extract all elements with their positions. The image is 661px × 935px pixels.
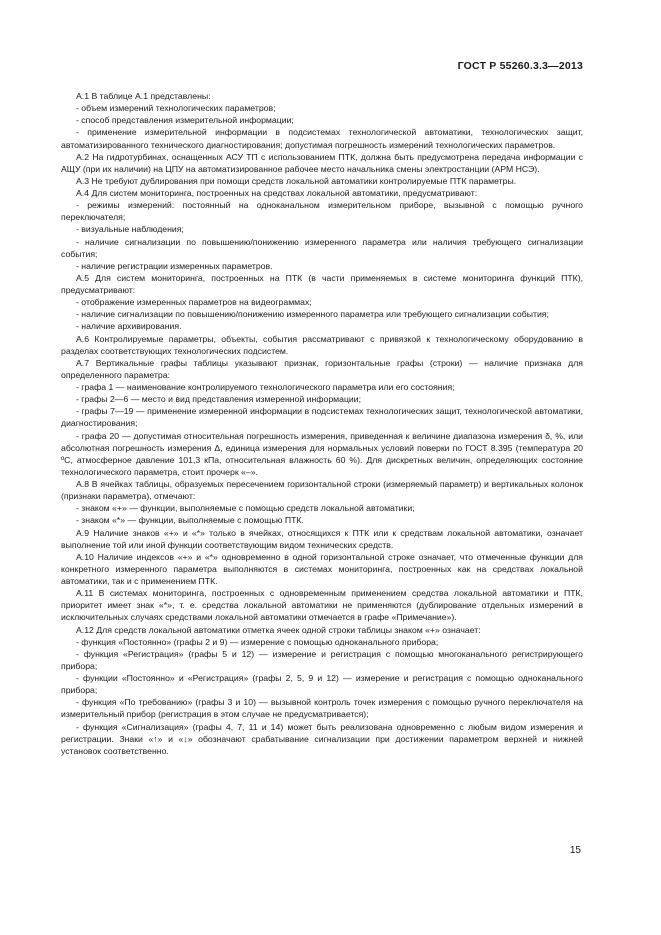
list-item: - графа 1 — наименование контролируемого технологического параметра или его состояния; (76, 382, 455, 392)
list-item: - наличие сигнализации по повышению/понижению измеренного параметра или наличия требующего сигнализации события; (61, 236, 583, 259)
list-item: - визуальные наблюдения; (76, 224, 184, 235)
list-item: - знаком «*» — функции, выполняемые с помощью ПТК. (76, 515, 304, 526)
paragraph: А.4 Для систем мониторинга, построенных на средствах локальной автоматики, предусматривают: (76, 188, 478, 198)
list-item: - отображение измеренных параметров на видеограммах; (76, 297, 312, 308)
list-item: - знаком «+» — функции, выполняемые с помощью средств локальной автоматики; (76, 503, 415, 514)
list-item: - способ представления измерительной информации; (76, 115, 294, 126)
paragraph: А.3 Не требуют дублирования при помощи средств локальной автоматики контролируемые ПТК параметры. (76, 175, 517, 186)
list-item: - наличие архивирования. (76, 321, 182, 332)
list-item: - графы 2—6 — место и вид представления измеренной информации; (76, 394, 362, 405)
list-item: - графа 20 — допустимая относительная погрешность измерения, приведенная к величине диапазона измерения δ, %, или абсолютная погрешность измерения Δ, единица измерения для нормальных условий поверки по ГОСТ 8.395 (температура 20 ºС, атмосферное давление 101,3 кПа, относительная влажность 60 %). Для дискретных величин, определяющих состояние технологического параметра, стоит прочерк «–». (61, 430, 583, 477)
paragraph: А.11 В системах мониторинга, построенных с одновременным применением средства локальной автоматики и ПТК, приоритет имеет знак «*», т. е. средства локальной автоматики не применяются (дублирование отдельных измерений в исключительных случаях средствами локальной автоматики отмечается в графе «Примечание»). (61, 588, 583, 623)
paragraph: А.5 Для систем мониторинга, построенных на ПТК (в части применяемых в системе мониторинга функций ПТК), предусматривают: (61, 272, 583, 295)
list-item: - функция «По требованию» (графы 3 и 10) — вызывной контроль точек измерения с помощью ручного переключателя на измерительный прибор (регистрация в этом случае не предусматривается); (61, 697, 583, 720)
list-item: - функция «Постоянно» (графы 2 и 9) — измерение с помощью одноканального прибора; (76, 636, 439, 647)
paragraph: А.7 Вертикальные графы таблицы указывают признак, горизонтальные графы (строки) — наличие признака для определенного параметра: (61, 357, 583, 380)
list-item: - объем измерений технологических параметров; (76, 103, 276, 114)
list-item: - наличие регистрации измеренных параметров. (76, 260, 273, 271)
list-item: - графы 7—19 — применение измеренной информации в подсистемах технологических защит, технологической автоматики, диагностирования; (61, 406, 583, 429)
paragraph: А.1 В таблице А.1 представлены: (76, 91, 211, 101)
page-number: 15 (569, 845, 581, 856)
paragraph: А.12 Для средств локальной автоматики отметка ячеек одной строки таблицы знаком «+» означает: (76, 624, 481, 635)
paragraph: А.9 Наличие знаков «+» и «*» только в ячейках, относящихся к ПТК или к средствам локальной автоматики, означает выполнение той или иной функции соответствующим видом технических средств. (61, 527, 583, 550)
paragraph: А.10 Наличие индексов «+» и «*» одновременно в одной горизонтальной строке означает, что отмеченные функции для конкретного измеренного параметра выполняются в системах мониторинга, построенных как на средствах локальной автоматики, так и с применением ПТК. (61, 551, 583, 586)
list-item: - функция «Сигнализация» (графы 4, 7, 11 и 14) может быть реализована одновременно с любым видом измерения и регистрации. Знаки «↑» и «↓» обозначают срабатывание сигнализации при достижении параметром верхней и нижней установок соответственно. (61, 721, 583, 756)
paragraph: А.2 На гидротурбинах, оснащенных АСУ ТП с использованием ПТК, должна быть предусмотрена передача информации с АЩУ (при их наличии) на ЦПУ на автоматизированное рабочее место начальника смены электростанции (АРМ НСЭ). (61, 151, 583, 174)
list-item: - функции «Постоянно» и «Регистрация» (графы 2, 5, 9 и 12) — измерение и регистрация с помощью одноканального прибора; (61, 673, 583, 696)
document-body (61, 90, 583, 757)
document-header: ГОСТ Р 55260.3.3—2013 (457, 60, 583, 72)
paragraph: А.6 Контролируемые параметры, объекты, события рассматривают с привязкой к технологическому оборудованию в разделах соответствующих технологических подсистем. (61, 333, 583, 356)
list-item: - наличие сигнализации по повышению/понижению измеренного параметра или требующего сигнализации события; (76, 309, 549, 320)
list-item: - режимы измерений: постоянный на одноканальном измерительном приборе, вызывной с помощью ручного переключателя; (61, 200, 583, 223)
list-item: - функция «Регистрация» (графы 5 и 12) — измерение и регистрация с помощью многоканального регистрирующего прибора; (61, 648, 583, 671)
list-item: - применение измерительной информации в подсистемах технологической автоматики, технологических защит, автоматизированного технического диагностирования; допустимая погрешность измерений технологических параметров. (61, 127, 583, 150)
paragraph: А.8 В ячейках таблицы, образуемых пересечением горизонтальной строки (измеряемый параметр) и вертикальных колонок (признаки параметра), отмечают: (61, 479, 583, 502)
